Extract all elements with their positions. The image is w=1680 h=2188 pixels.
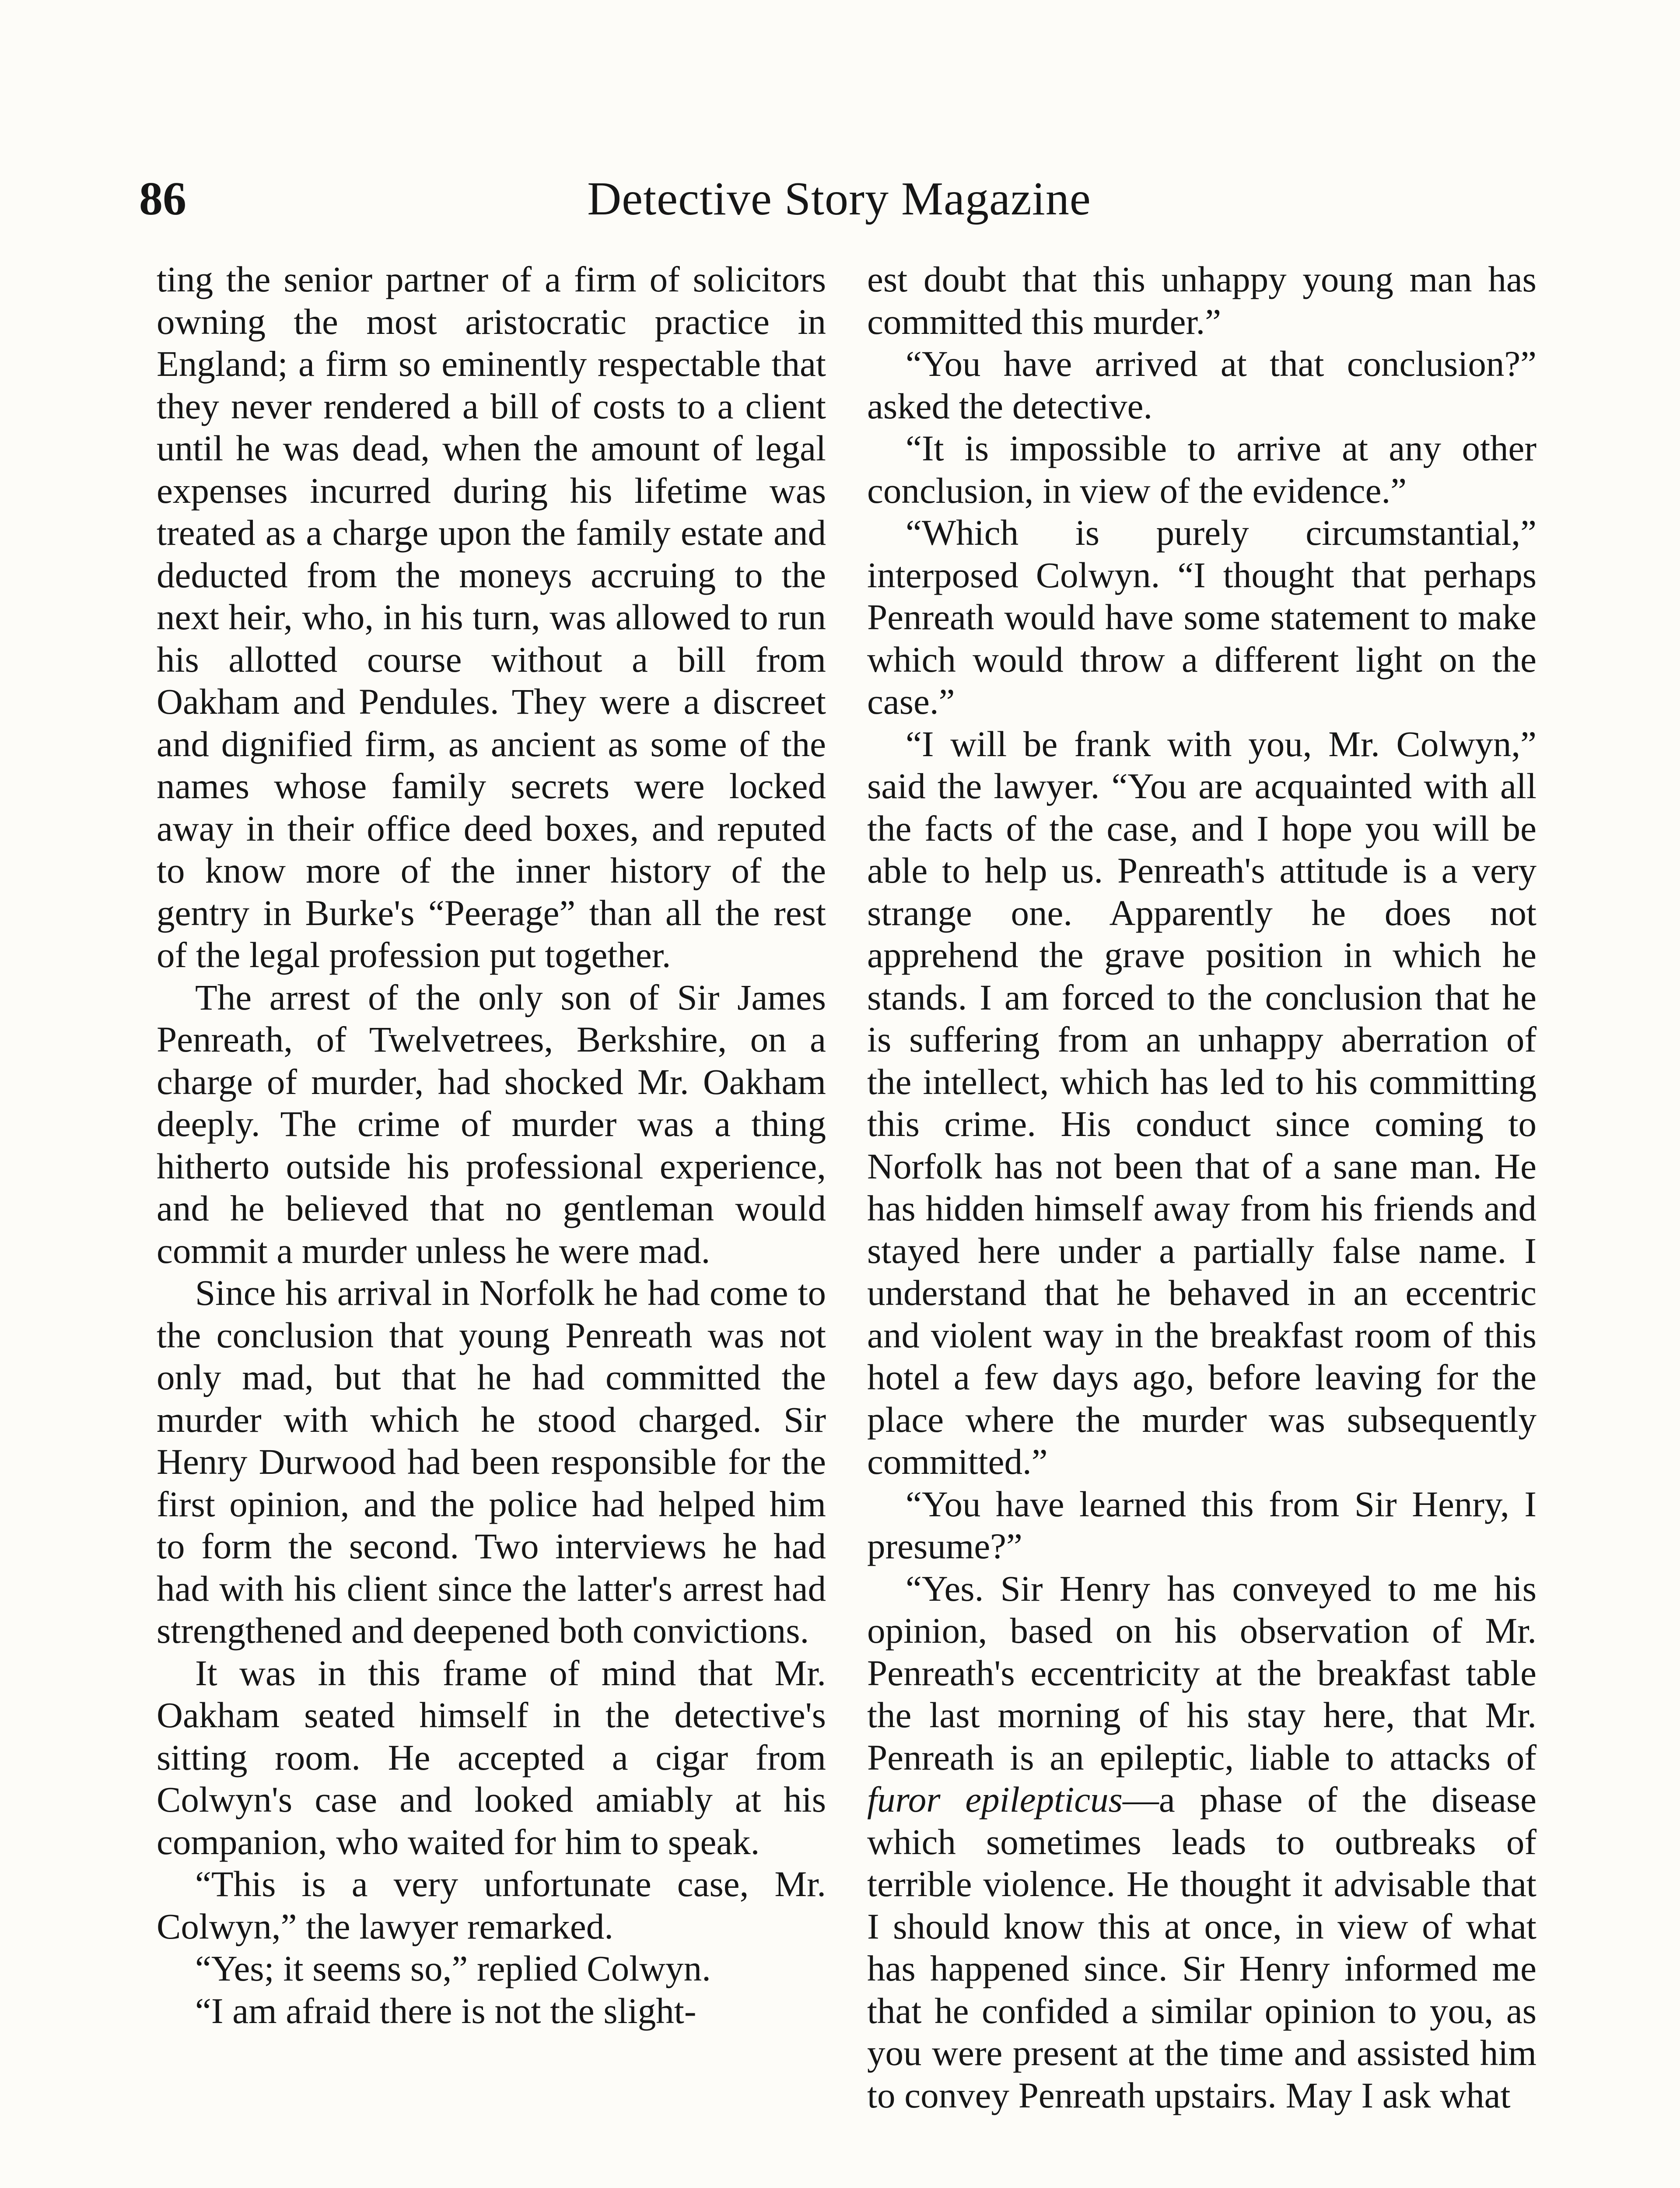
paragraph: “This is a very unfortunate case, Mr. Colwyn,” the lawyer remarked. bbox=[157, 1864, 826, 1946]
paragraph: “You have learned this from Sir Henry, I presume?” bbox=[867, 1483, 1536, 1566]
paragraph bbox=[867, 1567, 1536, 2117]
left-column bbox=[157, 258, 826, 2032]
paragraph: The arrest of the only son of Sir James Penreath, of Twelvetrees, Berkshire, on a charge of murder, had shocked Mr. Oakham deeply. The crime of murder was a thing hitherto outside his professional experience, and he believed that no gentleman would commit a murder unless he were mad. bbox=[157, 977, 826, 1271]
paragraph: “You have arrived at that conclusion?” asked the detective. bbox=[867, 344, 1536, 426]
italic-term: furor epilepticus bbox=[867, 1779, 1123, 1820]
paragraph-text: “Yes. Sir Henry has conveyed to me his opinion, based on his observation of Mr. Penreath's eccentricity at the breakfast table the last morning of his stay here, that Mr. Penreath is an epileptic, liable to attacks of bbox=[867, 1568, 1536, 1778]
paragraph: ting the senior partner of a firm of solicitors owning the most aristocratic practice in England; a firm so eminently respectable that they never rendered a bill of costs to a client until he was dead, when the amount of legal expenses incurred during his lifetime was treated as a charge upon the family estate and deducted from the moneys accruing to the next heir, who, in his turn, was allowed to run his allotted course without a bill from Oakham and Pendules. They were a discreet and dignified firm, as ancient as some of the names whose family secrets were locked away in their office deed boxes, and reputed to know more of the inner history of the gentry in Burke's “Peerage” than all the rest of the legal profession put together. bbox=[157, 259, 826, 975]
running-title: Detective Story Magazine bbox=[587, 173, 1091, 225]
paragraph: “It is impossible to arrive at any other conclusion, in view of the evidence.” bbox=[867, 428, 1536, 511]
paragraph-text: —a phase of the disease which sometimes leads to outbreaks of terrible violence. He thought it advisable that I should know this at once, in view of what has happened since. Sir Henry informed me that he confided a similar opinion to you, as you were present at the time and assisted him to convey Penreath upstairs. May I ask what bbox=[867, 1779, 1536, 2115]
paragraph: Since his arrival in Norfolk he had come to the conclusion that young Penreath was not only mad, but that he had committed the murder with which he stood charged. Sir Henry Durwood had been responsible for the first opinion, and the police had helped him to form the second. Two interviews he had had with his client since the latter's arrest had strengthened and deepened both convictions. bbox=[157, 1273, 826, 1651]
page-number: 86 bbox=[139, 173, 186, 225]
page-header bbox=[139, 168, 1539, 230]
paragraph: est doubt that this unhappy young man has committed this murder.” bbox=[867, 259, 1536, 342]
paragraph: “I will be frank with you, Mr. Colwyn,” said the lawyer. “You are acquainted with all the facts of the case, and I hope you will be able to help us. Penreath's attitude is a very strange one. Apparently he does not apprehend the grave position in which he stands. I am forced to the conclusion that he is suffering from an unhappy aberration of the intellect, which has led to his committing this crime. His conduct since coming to Norfolk has not been that of a sane man. He has hidden himself away from his friends and stayed here under a partially false name. I understand that he behaved in an eccentric and violent way in the breakfast room of this hotel a few days ago, before leaving for the place where the murder was subsequently committed.” bbox=[867, 723, 1536, 1482]
paragraph: “Yes; it seems so,” replied Colwyn. bbox=[195, 1948, 711, 1988]
right-column bbox=[867, 258, 1536, 2116]
paragraph: It was in this frame of mind that Mr. Oakham seated himself in the detective's sitting room. He accepted a cigar from Colwyn's case and looked amiably at his companion, who waited for him to speak. bbox=[157, 1652, 826, 1862]
paragraph: “Which is purely circumstantial,” interposed Colwyn. “I thought that perhaps Penreath would have some statement to make which would throw a different light on the case.” bbox=[867, 512, 1536, 722]
paragraph: “I am afraid there is not the slight- bbox=[195, 1990, 696, 2031]
